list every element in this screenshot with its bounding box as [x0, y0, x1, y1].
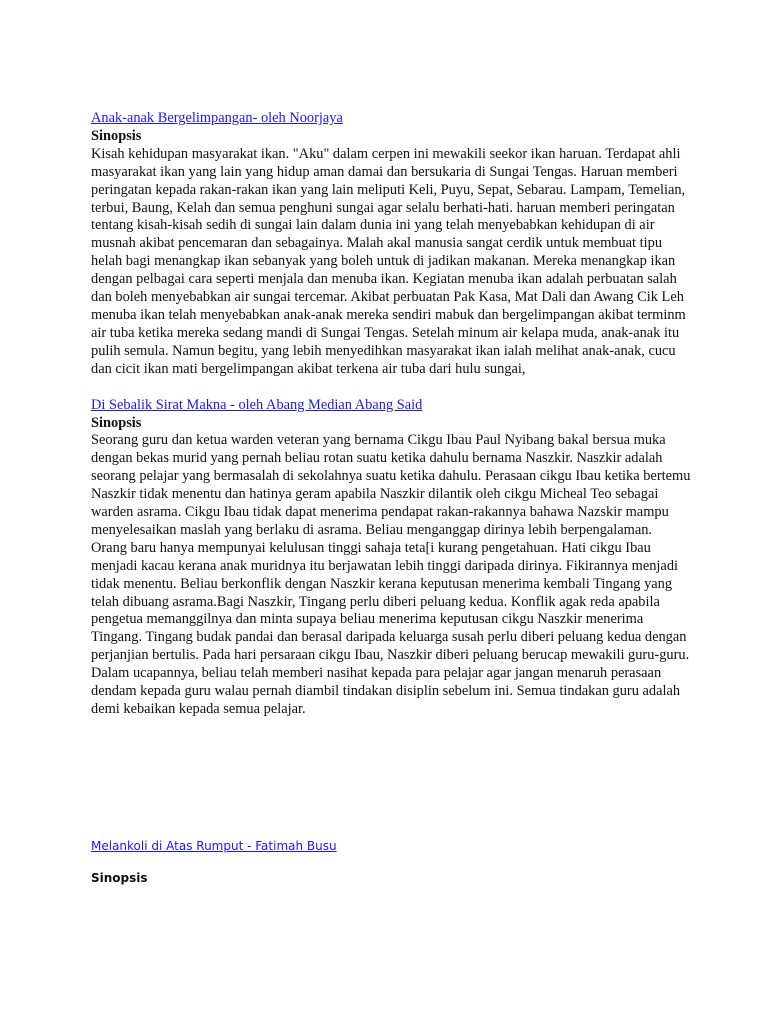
- story-title-link-2[interactable]: Di Sebalik Sirat Makna - oleh Abang Median Abang Said: [91, 396, 423, 413]
- sinopsis-heading-3: Sinopsis: [91, 871, 148, 885]
- synopsis-section-3: [91, 838, 691, 886]
- synopsis-section-1: [91, 110, 691, 379]
- synopsis-body-2: Seorang guru dan ketua warden veteran yang bernama Cikgu Ibau Paul Nyibang bakal bersua muka dengan bekas murid yang pernah beliau rotan suatu ketika dahulu bernama Naszkir. Naszkir adalah seorang pelajar yang bermasalah di sekolahnya suatu ketika dahulu. Perasaan cikgu Ibau ketika bertemu Naszkir tidak menentu dan hatinya geram apabila Naszkir dilantik oleh cikgu Micheal Teo sebagai warden asrama. Cikgu Ibau tidak dapat menerima pendapat rakan-rakannya bahawa Nazskir mampu menyelesaikan maslah yang berlaku di asrama. Beliau menganggap dirinya lebih berpengalaman. Orang baru hanya mempunyai kelulusan tinggi sahaja teta[i kurang pengetahuan. Hati cikgu Ibau menjadi kacau kerana anak muridnya itu berjawatan lebih tinggi daripada dirinya. Fikirannya menjadi tidak menentu. Beliau berkonflik dengan Naszkir kerana keputusan menerima kembali Tingang yang telah dibuang asrama.Bagi Naszkir, Tingang perlu diberi peluang kedua. Konflik agak reda apabila pengetua memanggilnya dan minta supaya beliau menerima keputusan cikgu Naszkir menerima Tingang. Tingang budak pandai dan berasal daripada keluarga susah perlu diberi peluang kedua dengan perjanjian bertulis. Pada hari persaraan cikgu Ibau, Naszkir diberi peluang berucap mewakili guru-guru. Dalam ucapannya, beliau telah memberi nasihat kepada para pelajar agar jangan menaruh perasaan dendam kepada guru walau pernah diambil tindakan disiplin sebelum ini. Semua tindakan guru adalah demi kebaikan kepada semua pelajar.: [91, 432, 691, 717]
- synopsis-body-1: Kisah kehidupan masyarakat ikan. "Aku" dalam cerpen ini mewakili seekor ikan haruan. Terdapat ahli masyarakat ikan yang lain yang hidup aman damai dan bersukaria di Sungai Tengas. Haruan memberi peringatan kepada rakan-rakan ikan yang lain meliputi Keli, Puyu, Sepat, Sebarau. Lampam, Temelian, terbui, Baung, Kelah dan semua penghuni sungai agar selalu berhati-hati. haruan memberi peringatan tentang kisah-kisah sedih di sungai lain dalam dunia ini yang telah menyebabkan kehidupan di air musnah akibat pencemaran dan sebagainya. Malah akal manusia sangat cerdik untuk membuat tipu helah bagi menangkap ikan sebanyak yang boleh untuk di jadikan makanan. Mereka menangkap ikan dengan pelbagai cara seperti menjala dan menuba ikan. Kegiatan menuba ikan adalah perbuatan salah dan boleh menyebabkan air sungai tercemar. Akibat perbuatan Pak Kasa, Mat Dali dan Awang Cik Leh menuba ikan telah menyebabkan anak-anak mereka sendiri mabuk dan bergelimpangan akibat terminm air tuba ketika mereka sedang mandi di Sungai Tengas. Setelah minum air kelapa muda, anak-anak itu pulih semula. Namun begitu, yang lebih menyedihkan masyarakat ikan ialah melihat anak-anak, cucu dan cicit ikan mati bergelimpangan akibat terkena air tuba dari hulu sungai,: [91, 145, 686, 377]
- document-page: [91, 110, 691, 885]
- sinopsis-heading-2: Sinopsis: [91, 414, 142, 431]
- sinopsis-heading-1: Sinopsis: [91, 127, 142, 144]
- story-title-link-1[interactable]: Anak-anak Bergelimpangan- oleh Noorjaya: [91, 110, 343, 126]
- synopsis-section-2: [91, 397, 691, 719]
- story-title-link-3[interactable]: Melankoli di Atas Rumput - Fatimah Busu: [91, 839, 337, 853]
